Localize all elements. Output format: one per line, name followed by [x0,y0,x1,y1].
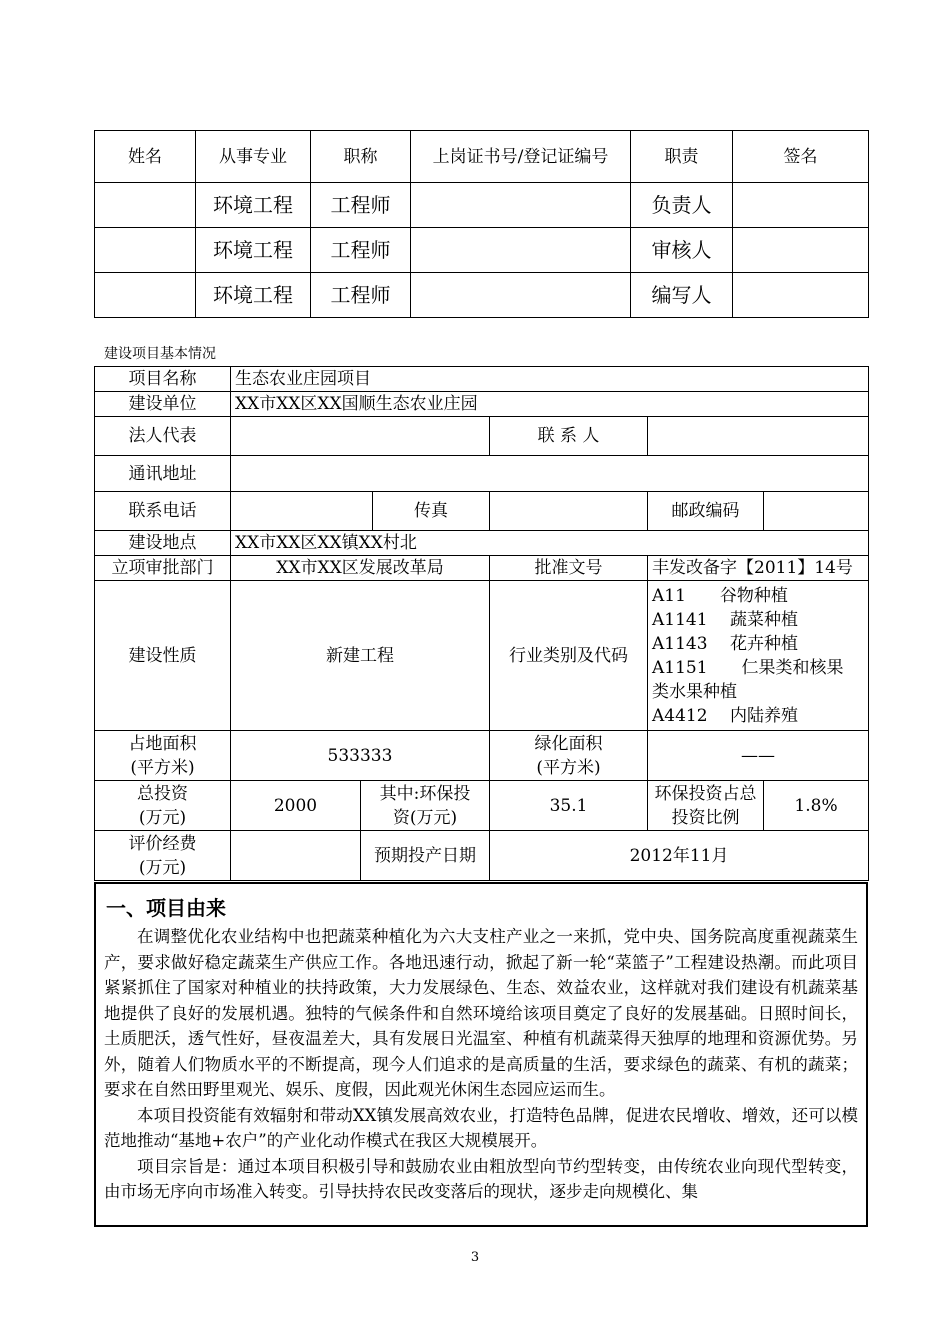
table-row [95,273,869,318]
invest-label-line: (万元) [138,807,187,828]
staff-name-cell [95,273,196,318]
staff-name-cell [95,228,196,273]
staff-title-cell: 工程师 [311,183,411,228]
green-label-line: (平方米) [536,757,601,778]
ratio-value: 1.8% [764,781,869,831]
industry-code-line: A1141 蔬菜种植 [652,609,798,630]
area-label [95,731,231,781]
contact-label: 联 系 人 [490,417,648,456]
contact-value [648,417,869,456]
table-row [95,417,869,456]
staff-major-cell: 环境工程 [196,228,311,273]
nature-value: 新建工程 [231,581,490,731]
legal-rep-label: 法人代表 [95,417,231,456]
approval-dept-label: 立项审批部门 [95,556,231,581]
area-value: 533333 [231,731,490,781]
staff-duty-cell: 审核人 [631,228,733,273]
table-row [95,492,869,531]
table-row [95,392,869,417]
staff-title-cell: 工程师 [311,273,411,318]
staff-cert-cell [411,273,631,318]
staff-duty-cell: 负责人 [631,183,733,228]
paragraph: 在调整优化农业结构中也把蔬菜种植化为六大支柱产业之一来抓，党中央、国务院高度重视蔬菜生产，要求做好稳定蔬菜生产供应工作。各地迅速行动，掀起了新一轮“菜篮子”工程建设热潮。而此项目紧紧抓住了国家对种植业的扶持政策，大力发展绿色、生态、效益农业，这样就对我们建设有机蔬菜基地提供了良好的发展机遇。独特的气候条件和自然环境给该项目奠定了良好的发展基础。日照时间长，土质肥沃，透气性好，昼夜温差大，具有发展日光温室、种植有机蔬菜得天独厚的地理和资源优势。另外，随着人们物质水平的不断提高，现今人们追求的是高质量的生活，要求绿色的蔬菜、有机的蔬菜；要求在自然田野里观光、娱乐、度假，因此观光休闲生态园应运而生。 [104,927,858,1099]
staff-major-cell: 环境工程 [196,273,311,318]
paragraph: 本项目投资能有效辐射和带动XX镇发展高效农业，打造特色品牌，促进农民增收、增效，还可以模范地推动“基地+农户”的产业化动作模式在我区大规模展开。 [104,1105,858,1150]
section-heading: 一、项目由来 [106,896,226,920]
industry-code-line: A1151 仁果类和核果 [652,657,844,678]
staff-sign-cell [733,273,869,318]
industry-label: 行业类别及代码 [490,581,648,731]
eval-fee-label-line: 评价经费 [128,833,197,854]
page-number: 3 [470,1250,480,1265]
nature-label: 建设性质 [95,581,231,731]
fax-label: 传真 [373,492,490,531]
table-row [95,183,869,228]
table-row [95,731,869,781]
address-label: 通讯地址 [95,456,231,492]
eval-fee-label-line: (万元) [138,857,187,878]
paragraph: 项目宗旨是：通过本项目积极引导和鼓励农业由粗放型向节约型转变，由传统农业向现代型转变，由市场无序向市场准入转变。引导扶持农民改变落后的现状，逐步走向规模化、集 [104,1156,858,1201]
ratio-label [648,781,764,831]
header-name: 姓名 [95,131,196,183]
project-info-table [94,366,869,881]
table-row [95,531,869,556]
table-row [95,581,869,731]
phone-value [231,492,373,531]
date-value: 2012年11月 [490,831,869,881]
staff-sign-cell [733,183,869,228]
staff-name-cell [95,183,196,228]
area-label-line: 占地面积 [128,733,197,754]
unit-label: 建设单位 [95,392,231,417]
fax-value [490,492,648,531]
approval-no-label: 批准文号 [490,556,648,581]
green-label [490,731,648,781]
staff-header-row [95,131,869,183]
industry-code-line: 类水果种植 [652,681,737,702]
table-row [95,367,869,392]
green-value: —— [648,731,869,781]
header-major: 从事专业 [196,131,311,183]
invest-label [95,781,231,831]
area-label-line: (平方米) [130,757,195,778]
unit-value: XX市XX区XX国顺生态农业庄园 [231,392,869,417]
staff-cert-cell [411,228,631,273]
env-invest-label-line: 资(万元) [392,807,458,828]
env-invest-label-line: 其中:环保投 [379,783,471,804]
ratio-label-line: 投资比例 [671,807,740,828]
location-label: 建设地点 [95,531,231,556]
project-name-label: 项目名称 [95,367,231,392]
table-row [95,781,869,831]
staff-duty-cell: 编写人 [631,273,733,318]
staff-sign-cell [733,228,869,273]
staff-table [94,130,869,318]
phone-label: 联系电话 [95,492,231,531]
postcode-label: 邮政编码 [648,492,764,531]
project-origin-section [94,882,868,1227]
invest-label-line: 总投资 [137,783,188,804]
address-value [231,456,869,492]
postcode-value [764,492,869,531]
header-duty: 职责 [631,131,733,183]
eval-fee-label [95,831,231,881]
industry-code-line: A1143 花卉种植 [652,633,798,654]
staff-major-cell: 环境工程 [196,183,311,228]
header-title: 职称 [311,131,411,183]
industry-codes [648,581,869,731]
green-label-line: 绿化面积 [534,733,603,754]
header-cert: 上岗证书号/登记证编号 [411,131,631,183]
table-row [95,831,869,881]
env-invest-value: 35.1 [490,781,648,831]
approval-no-value: 丰发改备字【2011】14号 [648,556,869,581]
industry-code-line: A4412 内陆养殖 [652,705,798,726]
approval-dept-value: XX市XX区发展改革局 [231,556,490,581]
location-value: XX市XX区XX镇XX村北 [231,531,869,556]
table-row [95,556,869,581]
project-name-value: 生态农业庄园项目 [231,367,869,392]
table-row [95,228,869,273]
invest-value: 2000 [231,781,361,831]
staff-cert-cell [411,183,631,228]
staff-title-cell: 工程师 [311,228,411,273]
ratio-label-line: 环保投资占总 [654,783,757,804]
eval-fee-value [231,831,361,881]
legal-rep-value [231,417,490,456]
industry-code-line: A11 谷物种植 [652,585,788,606]
date-label: 预期投产日期 [361,831,490,881]
table-row [95,456,869,492]
env-invest-label [361,781,490,831]
info-table-caption: 建设项目基本情况 [104,346,216,362]
header-sign: 签名 [733,131,869,183]
